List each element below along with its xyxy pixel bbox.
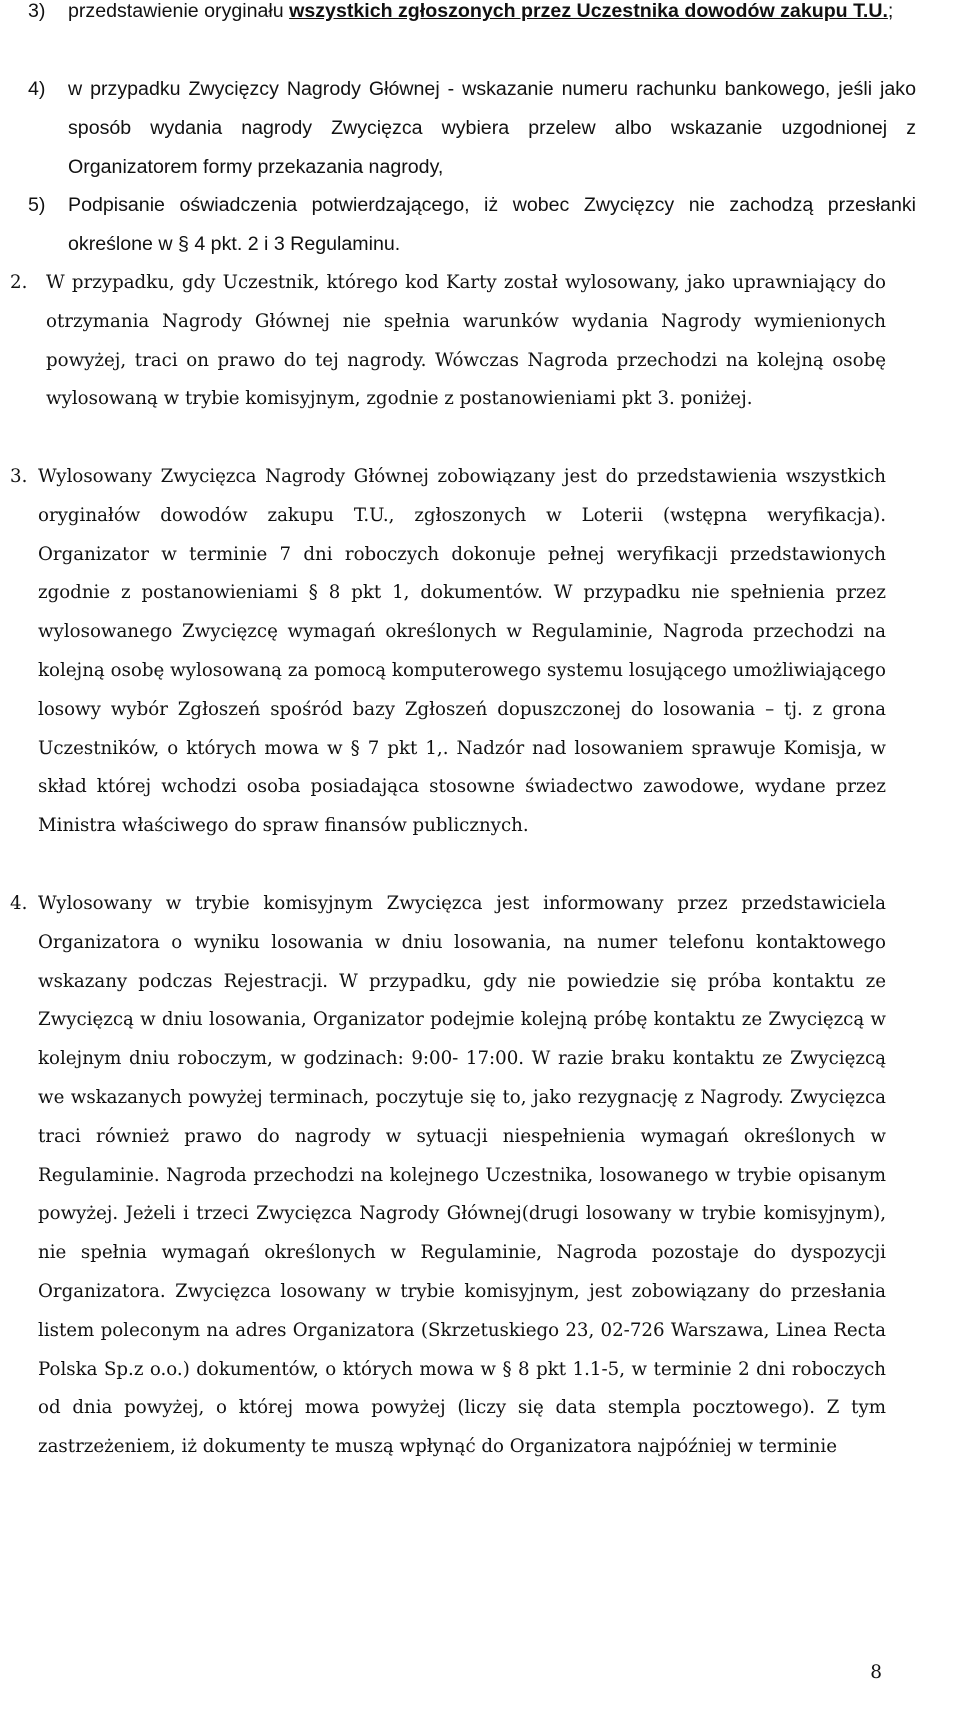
list-item-4 xyxy=(28,70,916,186)
paragraph-text: Wylosowany w trybie komisyjnym Zwycięzca jest informowany przez przedstawiciela Organizatora o wyniku losowania w dniu losowania, na numer telefonu kontaktowego wskazany podczas Rejestracji. W przypadku, gdy nie powiedzie się próba kontaktu ze Zwycięzcą w dniu losowania, Organizator podejmie kolejną próbę kontaktu ze Zwycięzcą w kolejnym dniu roboczym, w godzinach: 9:00- 17:00. W razie braku kontaktu ze Zwycięzcą we wskazanych powyżej terminach, poczytuje się to, jako rezygnację z Nagrody. Zwycięzca traci również prawo do nagrody w sytuacji niespełnienia wymagań określonych w Regulaminie. Nagroda przechodzi na kolejnego Uczestnika, losowanego w trybie opisanym powyżej. Jeżeli i trzeci Zwycięzca Nagrody Głównej(drugi losowany w trybie komisyjnym), nie spełnia wymagań określonych w Regulaminie, Nagroda pozostaje do dyspozycji Organizatora. Zwycięzca losowany w trybie komisyjnym, jest zobowiązany do przesłania listem poleconym na adres Organizatora (Skrzetuskiego 23, 02-726 Warszawa, Linea Recta Polska Sp.z o.o.) dokumentów, o których mowa w § 8 pkt 1.1-5, w terminie 2 dni roboczych od dnia powyżej, o której mowa powyżej (liczy się data stempla pocztowego). Z tym zastrzeżeniem, iż dokumenty te muszą wpłynąć do Organizatora najpóźniej w terminie xyxy=(38,893,886,1458)
list-item-number: 3) xyxy=(28,0,46,22)
paragraph-4 xyxy=(10,885,886,1467)
paragraph-number: 3. xyxy=(10,466,28,487)
paragraph-number: 4. xyxy=(10,893,28,914)
paragraph-2 xyxy=(10,264,886,419)
list-item-3 xyxy=(28,0,916,31)
list-item-number: 4) xyxy=(28,78,46,100)
list-item-text: Podpisanie oświadczenia potwierdzającego, iż wobec Zwycięzcy nie zachodzą przesłanki określone w § 4 pkt. 2 i 3 Regulaminu. xyxy=(68,194,916,255)
paragraph-3 xyxy=(10,458,886,846)
paragraph-number: 2. xyxy=(10,272,28,293)
list-item-5 xyxy=(28,186,916,264)
list-item-text: w przypadku Zwycięzcy Nagrody Głównej - wskazanie numeru rachunku bankowego, jeśli jako sposób wydania nagrody Zwycięzca wybiera przelew albo wskazanie uzgodnionej z Organizatorem formy przekazania nagrody, xyxy=(68,78,916,178)
page-number: 8 xyxy=(870,1662,882,1683)
emphasized-text: wszystkich zgłoszonych przez Uczestnika dowodów zakupu T.U. xyxy=(289,0,888,22)
list-item-number: 5) xyxy=(28,194,46,216)
list-item-text: przedstawienie oryginału xyxy=(68,0,290,22)
paragraph-text: W przypadku, gdy Uczestnik, którego kod Karty został wylosowany, jako uprawniający do otrzymania Nagrody Głównej nie spełnia warunków wydania Nagrody wymienionych powyżej, traci on prawo do tej nagrody. Wówczas Nagroda przechodzi na kolejną osobę wylosowaną w trybie komisyjnym, zgodnie z postanowieniami pkt 3. poniżej. xyxy=(46,272,886,410)
paragraph-text: Wylosowany Zwycięzca Nagrody Głównej zobowiązany jest do przedstawienia wszystkich oryginałów dowodów zakupu T.U., zgłoszonych w Loterii (wstępna weryfikacja). Organizator w terminie 7 dni roboczych dokonuje pełnej weryfikacji przedstawionych zgodnie z postanowieniami § 8 pkt 1, dokumentów. W przypadku nie spełnienia przez wylosowanego Zwycięzcę wymagań określonych w Regulaminie, Nagroda przechodzi na kolejną osobę wylosowaną za pomocą komputerowego systemu losującego umożliwiającego losowy wybór Zgłoszeń spośród bazy Zgłoszeń dopuszczonej do losowania – tj. z grona Uczestników, o których mowa w § 7 pkt 1,. Nadzór nad losowaniem sprawuje Komisja, w skład której wchodzi osoba posiadająca stosowne świadectwo zawodowe, wydane przez Ministra właściwego do spraw finansów publicznych. xyxy=(38,466,886,837)
list-item-tail: ; xyxy=(887,0,894,22)
